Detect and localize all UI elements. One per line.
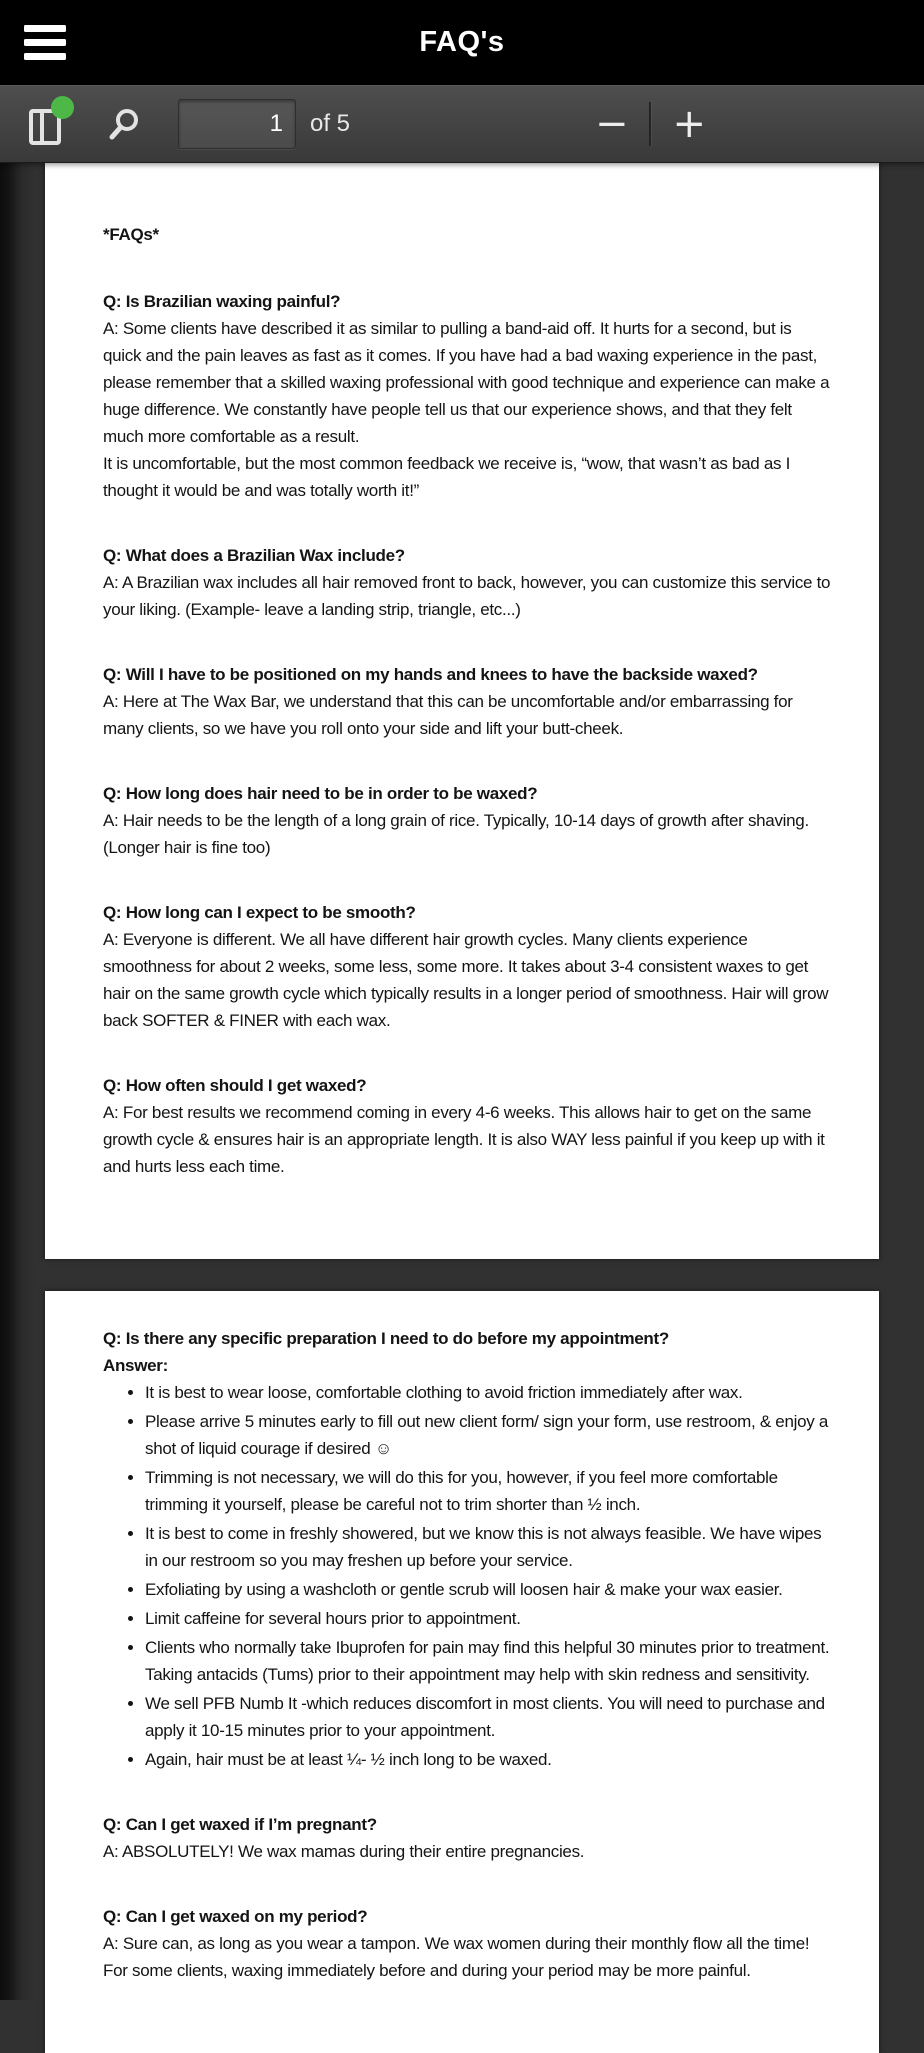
toolbar-divider [649,102,651,146]
faq-question: Q: How long does hair need to be in order to be waxed? [103,784,538,803]
faq-answer: It is uncomfortable, but the most common feedback we receive is, “wow, that wasn’t as bad as I thought it would be and was totally worth it!” [103,454,791,500]
faq-bullet: • Exfoliating by using a washcloth or gentle scrub will loosen hair & make your wax easier. [145,1576,831,1603]
document-viewer[interactable] [0,163,924,2000]
faq-bullet: • We sell PFB Numb It -which reduces discomfort in most clients. You will need to purchase and apply it 10-15 minutes prior to your appointment. [145,1690,831,1744]
status-dot [51,96,74,119]
faq-question: Q: Is there any specific preparation I need to do before my appointment? [103,1329,669,1348]
faq-bullet: • It is best to come in freshly showered, but we know this is not always feasible. We have wipes in our restroom so you may freshen up before your service. [145,1520,831,1574]
prep-bullet-list [103,1379,831,1773]
faq-bullet: • Trimming is not necessary, we will do this for you, however, if you feel more comfortable trimming it yourself, please be careful not to trim shorter than ½ inch. [145,1464,831,1518]
faq-answer: A: Here at The Wax Bar, we understand that this can be uncomfortable and/or embarrassing for many clients, so we have you roll onto your side and lift your butt-cheek. [103,692,793,738]
zoom-in-button[interactable]: + [666,104,712,144]
search-icon [108,107,142,141]
faq-question: Q: How long can I expect to be smooth? [103,903,416,922]
faq-question: Q: Can I get waxed on my period? [103,1907,368,1926]
app-header [0,0,924,85]
zoom-out-button[interactable]: − [589,104,635,144]
sidebar-toggle-button[interactable] [26,100,72,148]
answer-label: Answer: [103,1356,168,1375]
faq-answer: A: For best results we recommend coming in every 4-6 weeks. This allows hair to get on the same growth cycle & ensures hair is an appropriate length. It is also WAY less painful if you keep up with it and hurts less each time. [103,1103,825,1176]
faq-bullet: • It is best to wear loose, comfortable clothing to avoid friction immediately after wax. [145,1379,831,1406]
faq-answer: A: A Brazilian wax includes all hair removed front to back, however, you can customize this service to your liking. (Example- leave a landing strip, triangle, etc...) [103,573,831,619]
faq-question: Q: How often should I get waxed? [103,1076,367,1095]
faq-question: Q: Can I get waxed if I’m pregnant? [103,1815,377,1834]
search-button[interactable] [108,107,142,141]
faq-answer: A: ABSOLUTELY! We wax mamas during their entire pregnancies. [103,1842,585,1861]
faq-item [103,1325,831,1773]
faq-question: Q: Is Brazilian waxing painful? [103,292,341,311]
faq-bullet: • Please arrive 5 minutes early to fill out new client form/ sign your form, use restroom, & enjoy a shot of liquid courage if desired ☺ [145,1408,831,1462]
pdf-toolbar [0,85,924,163]
faq-item [103,1811,831,1865]
faq-item [103,1903,831,1984]
faq-answer: A: Some clients have described it as similar to pulling a band-aid off. It hurts for a second, but is quick and the pain leaves as fast as it comes. If you have had a bad waxing experience in the past, please remember that a skilled waxing professional with good technique and experience can make a huge difference. We constantly have people tell us that our experience shows, and that they felt much more comfortable as a result. [103,319,830,446]
faq-item [103,542,831,623]
faq-answer: A: Sure can, as long as you wear a tampon. We wax women during their monthly flow all the time! For some clients, waxing immediately before and during your period may be more painful. [103,1934,810,1980]
faq-item [103,899,831,1034]
faq-item [103,661,831,742]
page-number-input[interactable] [178,99,296,149]
faq-item [103,288,831,504]
faq-answer: A: Hair needs to be the length of a long grain of rice. Typically, 10-14 days of growth after shaving. (Longer hair is fine too) [103,811,809,857]
doc-title: *FAQs* [103,225,159,244]
document-page-1 [45,163,879,1259]
faq-answer: A: Everyone is different. We all have different hair growth cycles. Many clients experience smoothness for about 2 weeks, some less, some more. It takes about 3-4 consistent waxes to get hair on the same growth cycle which typically results in a longer period of smoothness. Hair will grow back SOFTER & FINER with each wax. [103,930,829,1030]
faq-question: Q: Will I have to be positioned on my hands and knees to have the backside waxed? [103,665,758,684]
faq-item [103,780,831,861]
page-count-label: of 5 [310,110,351,137]
faq-bullet: • Again, hair must be at least ¼- ½ inch long to be waxed. [145,1746,831,1773]
page-title: FAQ's [419,26,505,58]
faq-bullet: • Limit caffeine for several hours prior to appointment. [145,1605,831,1632]
faq-question: Q: What does a Brazilian Wax include? [103,546,405,565]
document-page-2 [45,1291,879,2053]
faq-item [103,1072,831,1180]
faq-bullet: • Clients who normally take Ibuprofen for pain may find this helpful 30 minutes prior to treatment. Taking antacids (Tums) prior to their appointment may help with skin redness and sensitivity. [145,1634,831,1688]
